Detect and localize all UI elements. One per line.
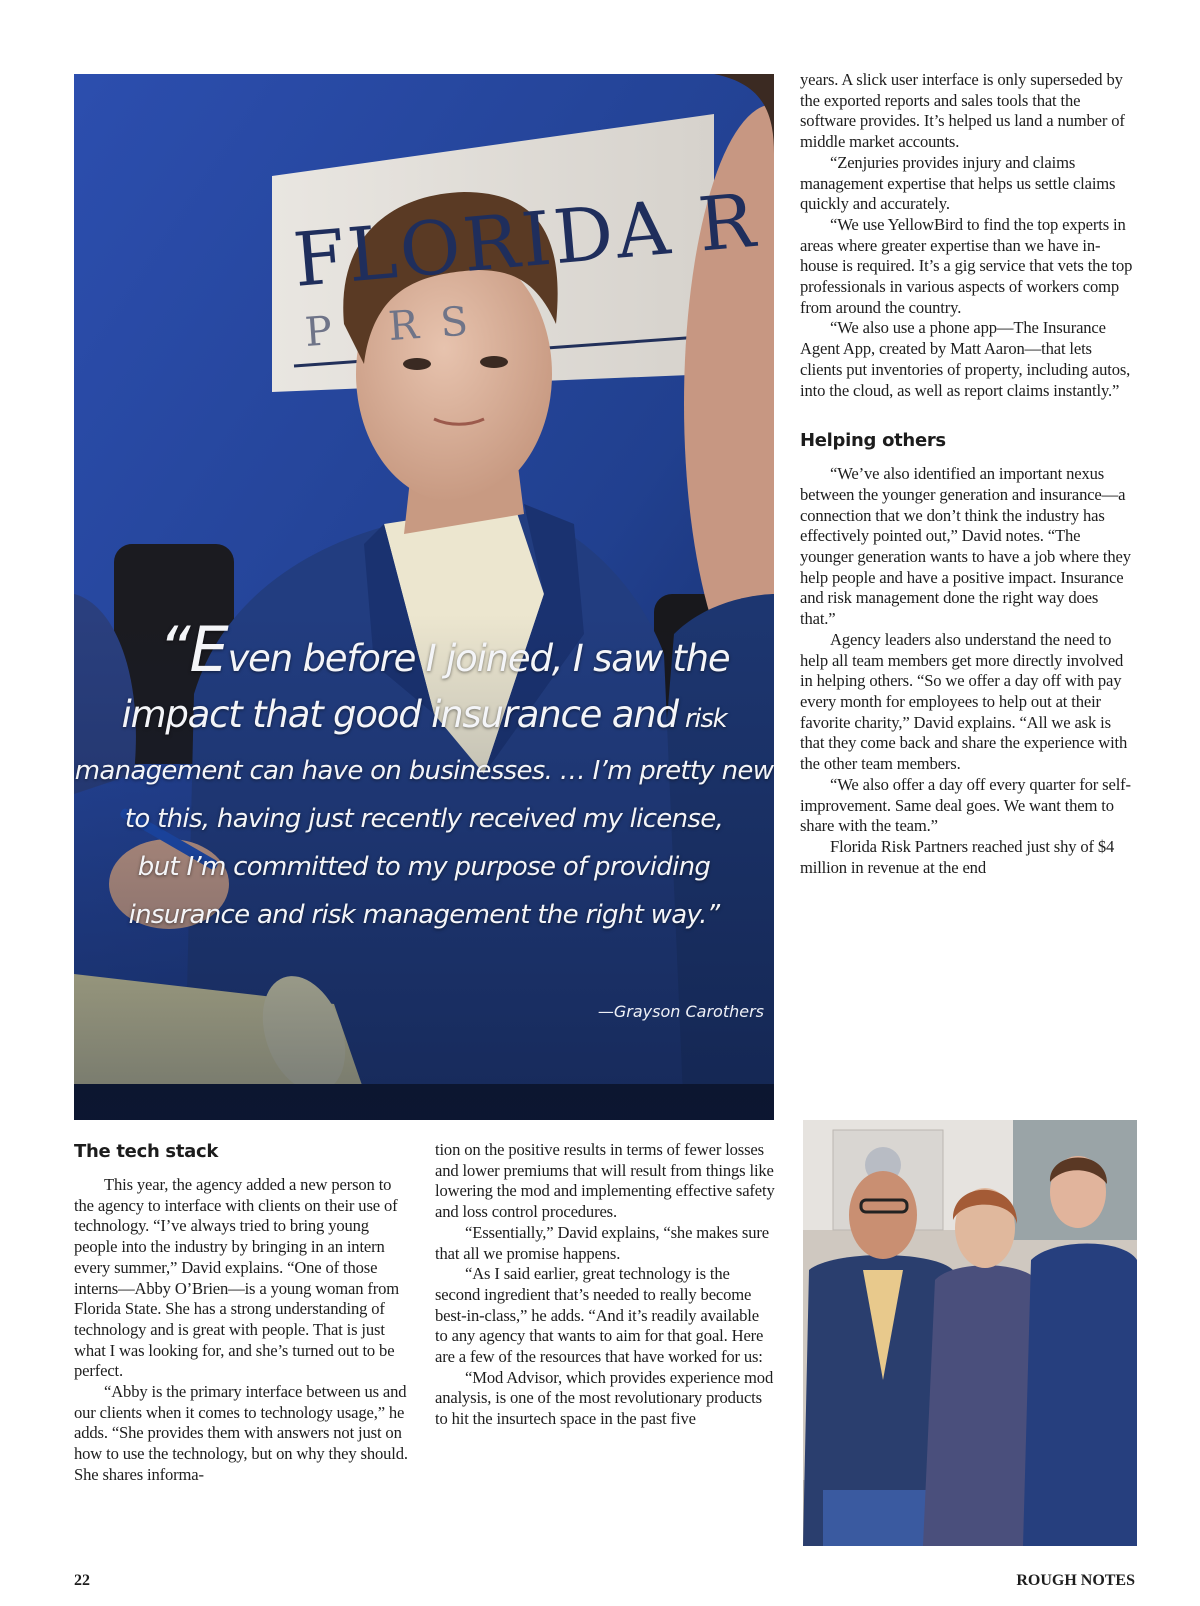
pull-quote-line2-text: impact that good insurance and [121, 693, 678, 736]
man-right-jacket [1023, 1244, 1137, 1547]
sign-text-line2: P RS [303, 297, 492, 356]
pull-quote-line4: to this, having just recently received my license, [124, 804, 724, 834]
body-paragraph: “We also use a phone app—The Insurance Agent App, created by Matt Aaron—that lets clients put inventories of property, including autos, into the cloud, as well as report claims instantly.” [800, 318, 1131, 400]
section-heading-tech-stack: The tech stack [74, 1141, 219, 1162]
body-paragraph: “As I said earlier, great technology is the second ingredient that’s needed to really become best-in-class,” he adds. “And it’s readily available to any agency that wants to aim for that goal. Here are a few of the resources that have worked for us: [435, 1264, 764, 1367]
body-paragraph: tion on the positive results in terms of fewer losses and lower premiums that will result from things like lowering the mod and implementing effective safety and loss control procedures. [435, 1140, 775, 1222]
body-paragraph: years. A slick user interface is only superseded by the exported reports and sales tools that the software provides. It’s helped us land a number of middle market accounts. [800, 70, 1125, 152]
sign-lettering [74, 74, 774, 394]
man-left-face [849, 1171, 917, 1259]
left-column [74, 1140, 414, 1486]
body-paragraph: Agency leaders also understand the need to help all team members get more directly involved in helping others. “So we offer a day off with pay every month for employees to help out at their favorite charity,” David explains. “All we ask is that they come back and share the experience with the other team members. [800, 629, 1128, 774]
sign-text-line1: FLORIDA R [290, 177, 761, 304]
body-paragraph: Florida Risk Partners reached just shy of $4 million in revenue at the end [800, 836, 1115, 877]
body-paragraph: “Zenjuries provides injury and claims management expertise that helps us settle claims quickly and accurately. [800, 152, 1116, 214]
body-paragraph: “Essentially,” David explains, “she makes sure that all we promise happens. [435, 1222, 769, 1263]
right-column [800, 70, 1135, 878]
pull-quote-line3: management can have on businesses. … I’m pretty new [74, 756, 774, 786]
body-paragraph: “We use YellowBird to find the top experts in areas where greater expertise than we have in-house is required. It’s a gig service that vets the top professionals in various aspects of workers comp from around the country. [800, 214, 1133, 317]
pull-quote-line5: but I’m committed to my purpose of providing [137, 852, 711, 882]
group-photo [803, 1120, 1137, 1546]
middle-column [435, 1140, 775, 1430]
main-photo [74, 74, 774, 1120]
body-paragraph: “Abby is the primary interface between us and our clients when it comes to technology usage,” he adds. “She provides them with answers not just on how to use the technology, but on why they should. She shares informa- [74, 1382, 408, 1484]
pull-quote-line2 [74, 687, 774, 747]
body-paragraph: “We also offer a day off every quarter for self-improvement. Same deal goes. We want them to share with the team.” [800, 774, 1131, 836]
pull-quote-line2-small: risk [677, 704, 727, 734]
body-paragraph: “Mod Advisor, which provides experience mod analysis, is one of the most revolutionary products to hit the insurtech space in the past five [435, 1367, 774, 1429]
pull-quote-line6: insurance and risk management the right way.” [128, 900, 720, 930]
pull-quote-initial: “E [158, 613, 228, 686]
body-paragraph: “We’ve also identified an important nexus between the younger generation and insurance—a connection that we don’t think the industry has effectively pointed out,” David notes. “The younger generation wants to have a job where they help people and have a positive impact. Insurance and risk management done the right way does that.” [800, 464, 1131, 629]
group-photo-illustration [803, 1120, 1137, 1546]
section-heading-helping-others: Helping others [800, 430, 946, 452]
pull-quote-line1 [74, 613, 774, 687]
pull-quote-line1-text: ven before I joined, I saw the [227, 637, 730, 680]
pull-quote [74, 613, 774, 939]
page-number: 22 [74, 1572, 90, 1589]
body-paragraph: This year, the agency added a new person to the agency to interface with clients on their use of technology. “I’ve always tried to bring young people into the industry by bringing in an intern every summer,” David explains. “One of those interns—Abby O’Brien—is a young woman from Florida State. She has a strong understanding of technology and is great with people. That is just what I was looking for, and she’s turned out to be perfect. [74, 1175, 400, 1381]
pull-quote-attribution: —Grayson Carothers [597, 1002, 764, 1021]
publication-name: ROUGH NOTES [1016, 1572, 1135, 1589]
